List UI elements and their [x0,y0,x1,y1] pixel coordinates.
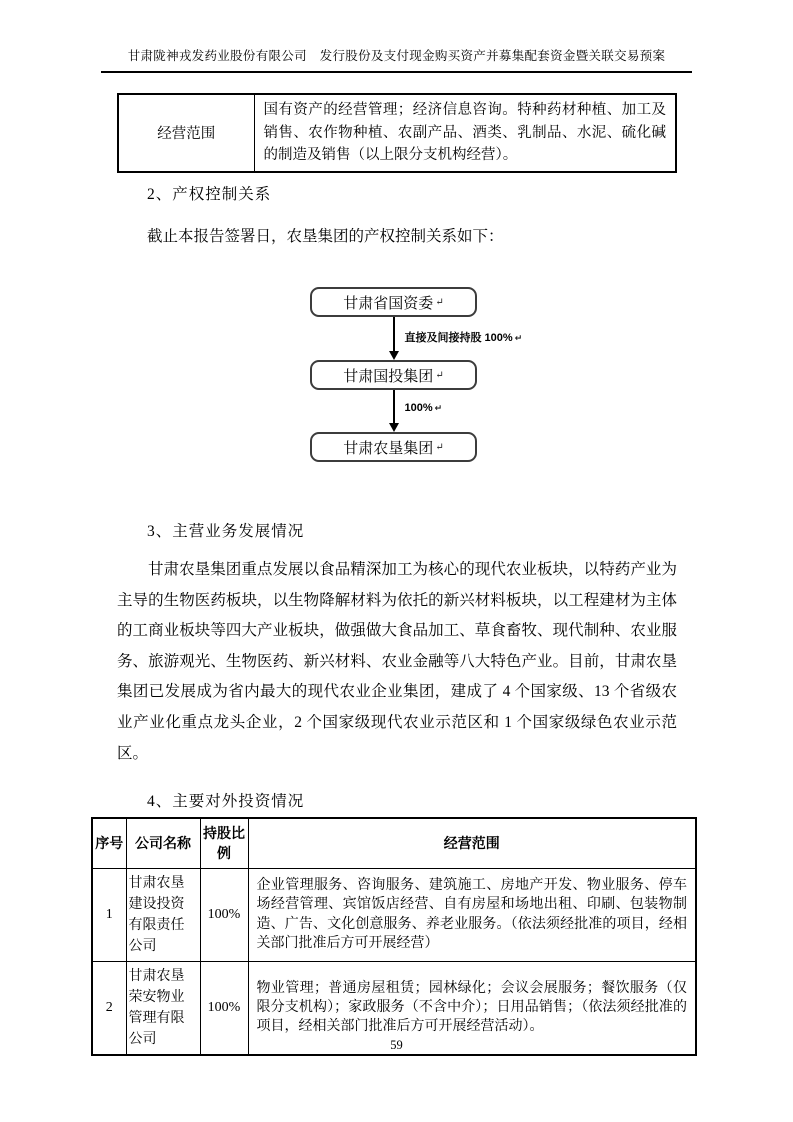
arrow-line [393,317,395,354]
paragraph-mark: ↵ [435,369,444,381]
row-company-cell: 甘肃农垦荣安物业管理有限公司 [126,961,200,1055]
arrow-head-icon [389,423,399,432]
ownership-control-diagram [310,287,523,462]
paragraph-mark: ↵ [514,333,523,344]
row-company-cell: 甘肃农垦建设投资有限责任公司 [126,868,200,961]
row-no-cell: 1 [92,868,126,961]
row-no-cell: 2 [92,961,126,1055]
row-ratio-cell: 100% [200,961,248,1055]
investments-table [91,817,697,1056]
section-heading-ownership: 2、产权控制关系 [147,186,272,203]
diagram-arrow-2 [310,390,477,432]
edge-label-text: 直接及间接持股 100% [404,332,513,345]
diagram-node-guotou [310,360,477,390]
row-ratio-cell: 100% [200,868,248,961]
paragraph-mark: ↵ [434,402,443,413]
page-number: 59 [390,1038,403,1052]
diagram-node-sasac [310,287,477,317]
edge-label-text: 100% [404,401,433,414]
business-scope-table [117,93,677,173]
scope-label-cell: 经营范围 [118,94,254,172]
arrow-line [393,390,395,426]
document-header-title: 甘肃陇神戎发药业股份有限公司 发行股份及支付现金购买资产并募集配套资金暨关联交易预案 [101,46,692,73]
diagram-node-label: 甘肃省国资委 [343,295,434,312]
table-header-row [92,818,696,868]
column-header-ratio: 持股比例 [200,818,248,868]
paragraph-mark: ↵ [435,296,444,308]
arrow-head-icon [389,351,399,360]
scope-value-cell: 国有资产的经营管理；经济信息咨询。特种药材种植、加工及销售、农作物种植、农副产品、酒类、乳制品、水泥、硫化碱的制造及销售（以上限分支机构经营）。 [254,94,676,172]
table-row [92,868,696,961]
column-header-no: 序号 [92,818,126,868]
column-header-scope: 经营范围 [248,818,696,868]
diagram-node-nongken [310,432,477,462]
ownership-intro-text: 截止本报告签署日，农垦集团的产权控制关系如下： [147,228,504,245]
diagram-node-label: 甘肃国投集团 [343,368,434,385]
paragraph-mark: ↵ [435,441,444,453]
row-scope-cell: 企业管理服务、咨询服务、建筑施工、房地产开发、物业服务、停车场经营管理、宾馆饭店经营、自有房屋和场地出租、印刷、包装物制造、广告、文化创意服务、养老业服务。（依法须经批准的项目，经相关部门批准后方可开展经营） [248,868,696,961]
table-row [118,94,676,172]
diagram-node-label: 甘肃农垦集团 [343,440,434,457]
section-heading-investments: 4、主要对外投资情况 [147,793,305,810]
main-business-paragraph: 甘肃农垦集团重点发展以食品精深加工为核心的现代农业板块，以特药产业为主导的生物医药板块，以生物降解材料为依托的新兴材料板块，以工程建材为主体的工商业板块等四大产业板块，做强做大食品加工、草食畜牧、现代制种、农业服务、旅游观光、生物医药、新兴材料、农业金融等八大特色产业。目前，甘肃农垦集团已发展成为省内最大的现代农业企业集团，建成了 4 个国家级、13 个省级农业产业化重点龙头企业，2 个国家级现代农业示范区和 1 个国家级绿色农业示范区。 [117,561,677,762]
edge-label-holding [405,329,523,345]
column-header-company: 公司名称 [126,818,200,868]
diagram-arrow-1 [310,317,523,360]
edge-label-100pct [405,402,443,414]
section-heading-main-business: 3、主营业务发展情况 [147,523,305,540]
row-scope-cell: 物业管理；普通房屋租赁；园林绿化；会议会展服务；餐饮服务（仅限分支机构）；家政服务（不含中介）；日用品销售；（依法须经批准的项目，经相关部门批准后方可开展经营活动）。 [248,961,696,1055]
